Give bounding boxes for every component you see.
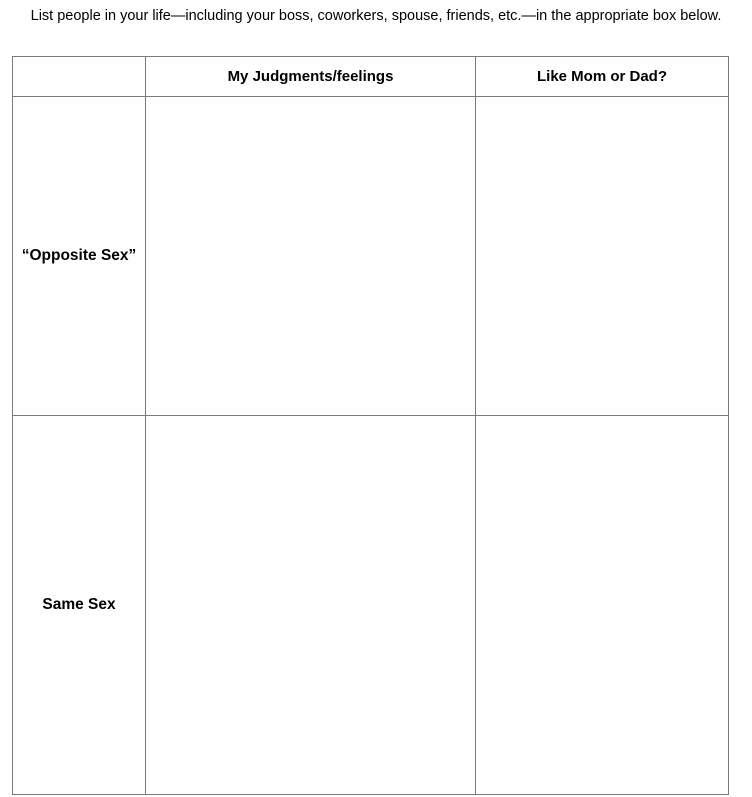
header-like-mom-or-dad: Like Mom or Dad? — [476, 57, 729, 97]
same-sex-like-parent-cell[interactable] — [476, 416, 729, 795]
table-row-same-sex — [13, 416, 729, 795]
opposite-sex-like-parent-cell[interactable] — [476, 97, 729, 416]
same-sex-judgments-cell[interactable] — [146, 416, 476, 795]
table-row-opposite-sex — [13, 97, 729, 416]
header-row — [13, 57, 729, 97]
header-corner-cell — [13, 57, 146, 97]
row-label-opposite-sex: “Opposite Sex” — [13, 97, 146, 416]
worksheet-table — [12, 56, 729, 795]
row-label-same-sex: Same Sex — [13, 416, 146, 795]
opposite-sex-judgments-cell[interactable] — [146, 97, 476, 416]
instructions-text: List people in your life—including your boss, coworkers, spouse, friends, etc.—in the appropriate box below. — [30, 8, 722, 24]
header-judgments: My Judgments/feelings — [146, 57, 476, 97]
